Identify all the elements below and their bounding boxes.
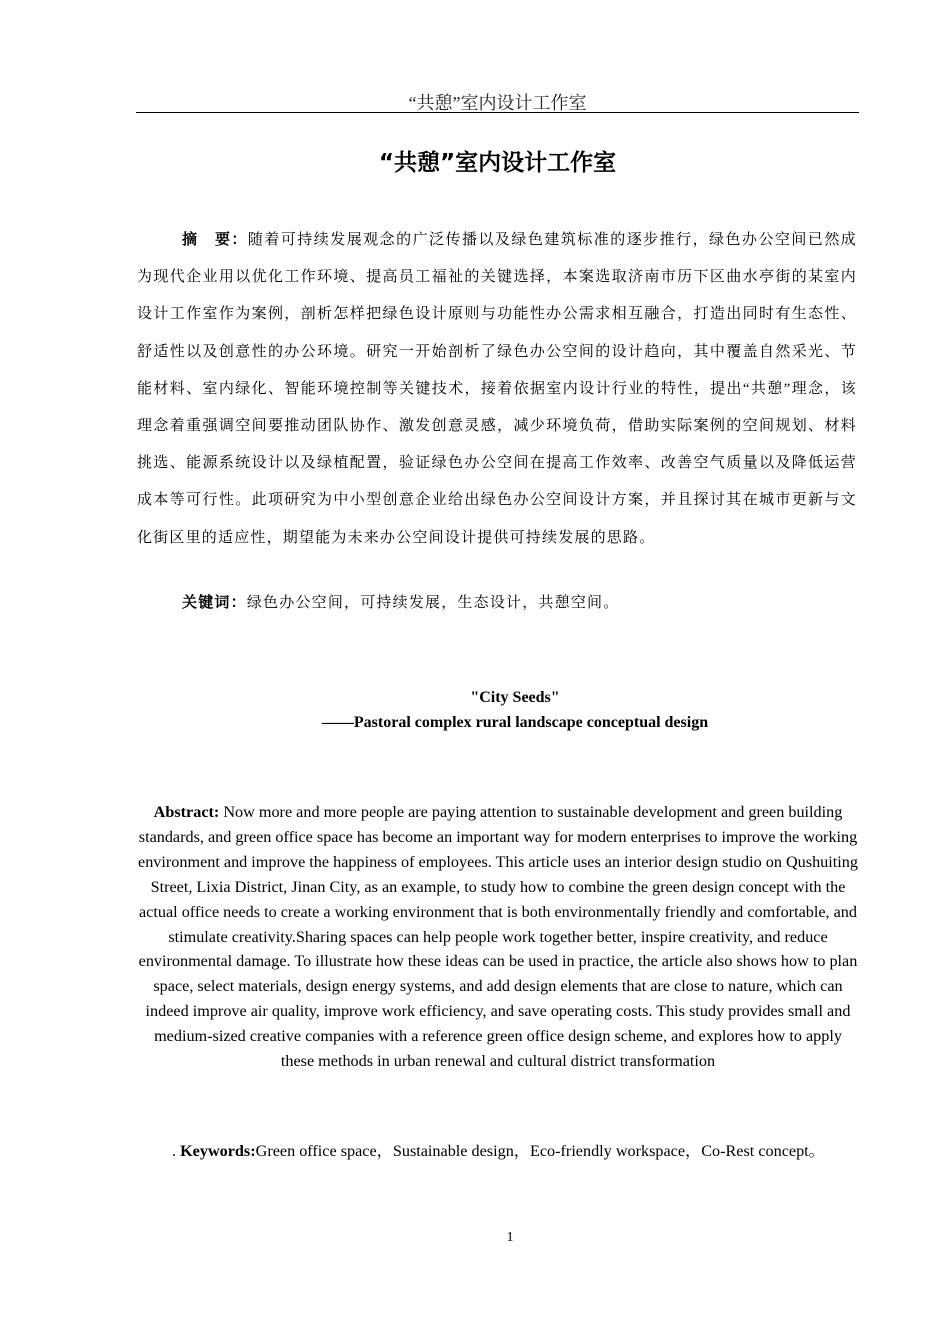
chinese-keywords-label: 关键词： bbox=[182, 593, 247, 611]
page-number: 1 bbox=[506, 1230, 514, 1245]
english-keywords-text: Green office space，Sustainable design，Eco-friendly workspace，Co-Rest concept。 bbox=[255, 1142, 825, 1160]
english-keywords-prefix: . bbox=[172, 1142, 177, 1160]
chinese-keywords-text: 绿色办公空间，可持续发展，生态设计，共憩空间。 bbox=[246, 595, 620, 611]
english-title: "City Seeds" bbox=[470, 689, 560, 706]
english-subtitle: ——Pastoral complex rural landscape conceptual design bbox=[321, 714, 709, 731]
english-abstract-text: Now more and more people are paying attention to sustainable development and green building standards, and green office space has become an important way for modern enterprises to improve the working environment and improve the happiness of employees. This article uses an interior design studio on Qushuiting Street, Lixia District, Jinan City, as an example, to study how to combine the green design concept with the actual office needs to create a working environment that is both environmentally friendly and comfortable, and stimulate creativity.Sharing spaces can help people work together better, inspire creativity, and reduce environmental damage. To illustrate how these ideas can be used in practice, the article also shows how to plan space, select materials, design energy systems, and add design elements that are close to nature, which can indeed improve air quality, improve work efficiency, and save operating costs. This study provides small and medium-sized creative companies with a reference green office design scheme, and explores how to apply these methods in urban renewal and cultural district transformation bbox=[138, 803, 858, 1071]
header-divider bbox=[136, 112, 859, 113]
english-abstract-label: Abstract: bbox=[153, 803, 220, 821]
english-keywords-label: Keywords: bbox=[180, 1142, 256, 1160]
chinese-abstract-label: 摘 要： bbox=[182, 230, 248, 248]
chinese-keywords bbox=[182, 590, 862, 615]
english-keywords bbox=[172, 1139, 872, 1163]
chinese-title: “共憩”室内设计工作室 bbox=[378, 150, 617, 176]
chinese-abstract bbox=[137, 221, 857, 557]
running-header: “共憩”室内设计工作室 bbox=[408, 93, 587, 113]
chinese-abstract-text: 随着可持续发展观念的广泛传播以及绿色建筑标准的逐步推行，绿色办公空间已然成为现代企业用以优化工作环境、提高员工福祉的关键选择，本案选取济南市历下区曲水亭街的某室内设计工作室作为案例，剖析怎样把绿色设计原则与功能性办公需求相互融合，打造出同时有生态性、舒适性以及创意性的办公环境。研究一开始剖析了绿色办公空间的设计趋向，其中覆盖自然采光、节能材料、室内绿化、智能环境控制等关键技术，接着依据室内设计行业的特性，提出“共憩”理念，该理念着重强调空间要推动团队协作、激发创意灵感，减少环境负荷，借助实际案例的空间规划、材料挑选、能源系统设计以及绿植配置，验证绿色办公空间在提高工作效率、改善空气质量以及降低运营成本等可行性。此项研究为中小型创意企业给出绿色办公空间设计方案，并且探讨其在城市更新与文化街区里的适应性，期望能为未来办公空间设计提供可持续发展的思路。 bbox=[137, 232, 857, 546]
english-abstract bbox=[137, 800, 859, 1074]
